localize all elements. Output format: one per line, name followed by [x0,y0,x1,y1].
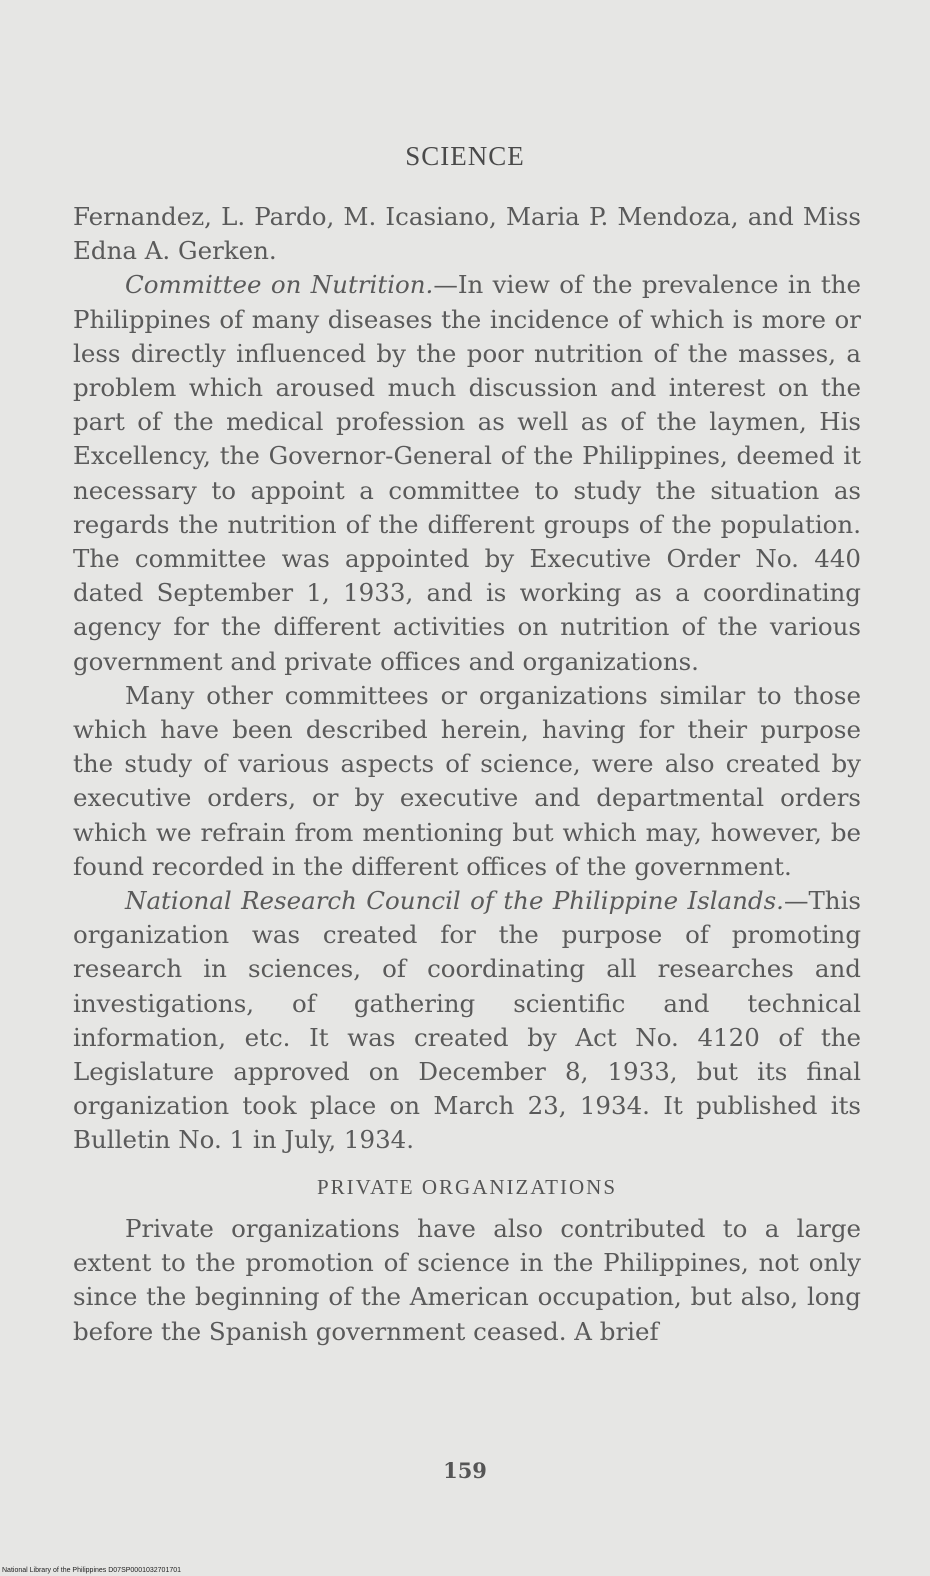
paragraph-continuation: Fernandez, L. Pardo, M. Icasiano, Maria P. Mendoza, and Miss Edna A. Gerken. [73,202,861,266]
paragraph-heading: Committee on Nutrition. [125,270,434,300]
body-text [73,200,861,1349]
scan-footer-note: National Library of the Philippines D07SP0001032701701 [2,1567,182,1574]
paragraph-body: —In view of the prevalence in the Philippines of many diseases the incidence of which is more or less directly influenced by the poor nutrition of the masses, a problem which aroused much discussion and interest on the part of the medical profession as well as of the laymen, His Excellency, the Governor-General of the Philippines, deemed it necessary to appoint a committee to study the situation as regards the nutrition of the different groups of the population. The committee was appointed by Executive Order No. 440 dated September 1, 1933, and is working as a coordinating agency for the different activities on nutrition of the various government and private offices and organizations. [73,270,862,676]
paragraph-private-organizations: Private organizations have also contributed to a large extent to the promotion of science in the Philippines, not only since the beginning of the American occupation, but also, long before the Spanish government ceased. A brief [73,1213,861,1346]
paragraph-heading: National Research Council of the Philippine Islands. [125,886,784,916]
paragraph-national-research-council [73,884,861,1158]
page-number: 159 [443,1458,487,1483]
paragraph-other-committees: Many other committees or organizations similar to those which have been described herein, having for their purpose the study of various aspects of science, were also created by executive orders, or by executive and departmental orders which we refrain from mentioning but which may, however, be found recorded in the different offices of the government. [73,680,861,881]
paragraph-committee-on-nutrition [73,268,861,678]
section-heading: PRIVATE ORGANIZATIONS [316,1174,618,1199]
paragraph-body: —This organization was created for the purpose of promoting research in sciences, of coordinating all researches and investigations, of gathering scientific and technical information, etc. It was created by Act No. 4120 of the Legislature approved on December 8, 1933, but its final organization took place on March 23, 1934. It published its Bulletin No. 1 in July, 1934. [73,886,861,1155]
running-head: SCIENCE [405,141,525,171]
